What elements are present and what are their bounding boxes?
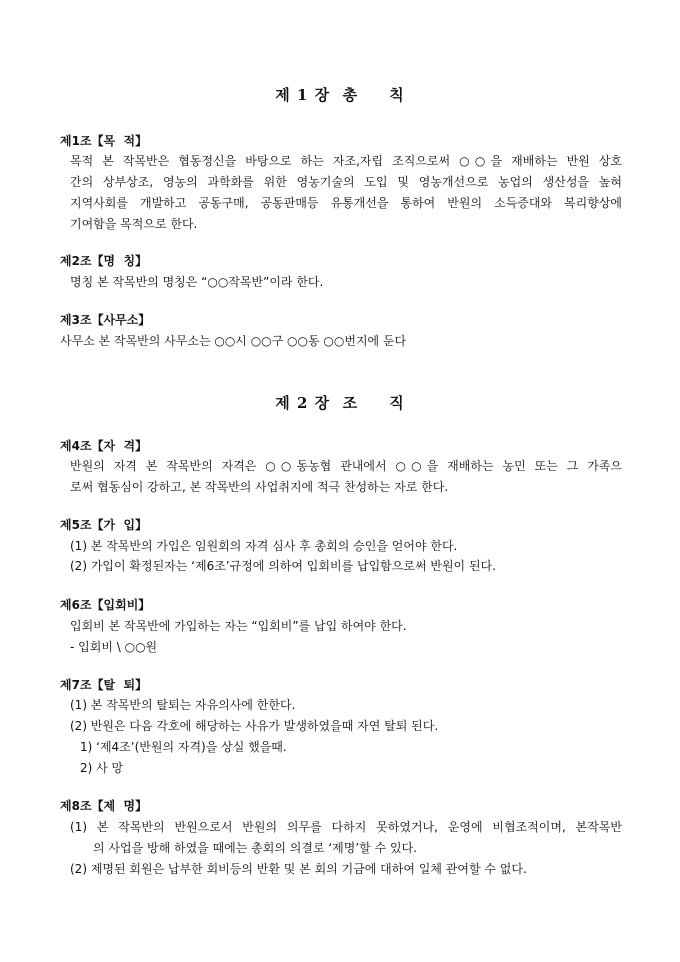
article-3-heading: 제3조【사무소】	[60, 313, 151, 327]
article-6-heading: 제6조【입회비】	[60, 598, 151, 612]
article-5-line-1: (1) 본 작목반의 가입은 임원회의 자격 심사 후 총회의 승인을 얻어야 한다.	[70, 539, 458, 553]
article-4-line-2: 로써 협동심이 강하고, 본 작목반의 사업취지에 적극 찬성하는 자로 한다.	[70, 480, 449, 494]
article-7-heading: 제7조【탈 퇴】	[60, 678, 148, 692]
article-5-heading: 제5조【가 입】	[60, 518, 148, 532]
article-8-line-1: (1) 본 작목반의 반원으로서 반원의 의무를 다하지 못하였거나, 운영에 비협조적이며, 본작목반	[70, 820, 622, 834]
article-3-line-1: 사무소 본 작목반의 사무소는 ○○시 ○○구 ○○동 ○○번지에 둔다	[60, 334, 407, 348]
article-5-line-2: (2) 가입이 확정된자는 ‘제6조’규정에 의하여 입회비를 납입함으로써 반원이 된다.	[70, 559, 496, 573]
article-8-line-2: 의 사업을 방해 하였을 때에는 총회의 의결로 ‘제명’할 수 있다.	[93, 841, 417, 855]
chapter-2-title: 제 2 장 조 직	[275, 394, 405, 412]
article-7-line-4: 2) 사 망	[80, 761, 124, 775]
article-7-line-3: 1) ‘제4조’(반원의 자격)을 상실 했을때.	[80, 740, 287, 754]
article-1-line-4: 기여함을 목적으로 한다.	[70, 217, 198, 231]
article-4-line-1: 반원의 자격 본 작목반의 자격은 ○○동농협 관내에서 ○○을 재배하는 농민 또는 그 가족으	[70, 459, 622, 473]
article-1-line-1: 목적 본 작목반은 협동정신을 바탕으로 하는 자조,자립 조직으로써 ○○을 재배하는 반원 상호	[70, 154, 622, 168]
article-2-heading: 제2조【명 칭】	[60, 254, 148, 268]
article-6-line-1: 입회비 본 작목반에 가입하는 자는 “입회비”를 납입 하여야 한다.	[70, 619, 407, 633]
article-4-heading: 제4조【자 격】	[60, 439, 148, 453]
article-7-line-1: (1) 본 작목반의 탈퇴는 자유의사에 한한다.	[70, 698, 296, 712]
article-1-line-3: 지역사회를 개발하고 공동구매, 공동판매등 유통개선을 통하여 반원의 소득증대와 복리향상에	[70, 196, 622, 210]
article-8-heading: 제8조【제 명】	[60, 799, 148, 813]
article-2-line-1: 명칭 본 작목반의 명칭은 “○○작목반”이라 한다.	[70, 275, 324, 289]
article-8-line-3: (2) 제명된 회원은 납부한 회비등의 반환 및 본 회의 기금에 대하여 일체 관여할 수 없다.	[70, 862, 527, 876]
article-1-heading: 제1조【목 적】	[60, 134, 148, 148]
chapter-1-title: 제 1 장 총 칙	[275, 86, 405, 104]
article-7-line-2: (2) 반원은 다음 각호에 해당하는 사유가 발생하였을때 자연 탈퇴 된다.	[70, 719, 439, 733]
article-1-line-2: 간의 상부상조, 영농의 과학화를 위한 영농기술의 도입 및 영농개선으로 농업의 생산성을 높혀	[70, 175, 622, 189]
article-6-line-2: - 입회비 \ ○○원	[70, 640, 158, 654]
